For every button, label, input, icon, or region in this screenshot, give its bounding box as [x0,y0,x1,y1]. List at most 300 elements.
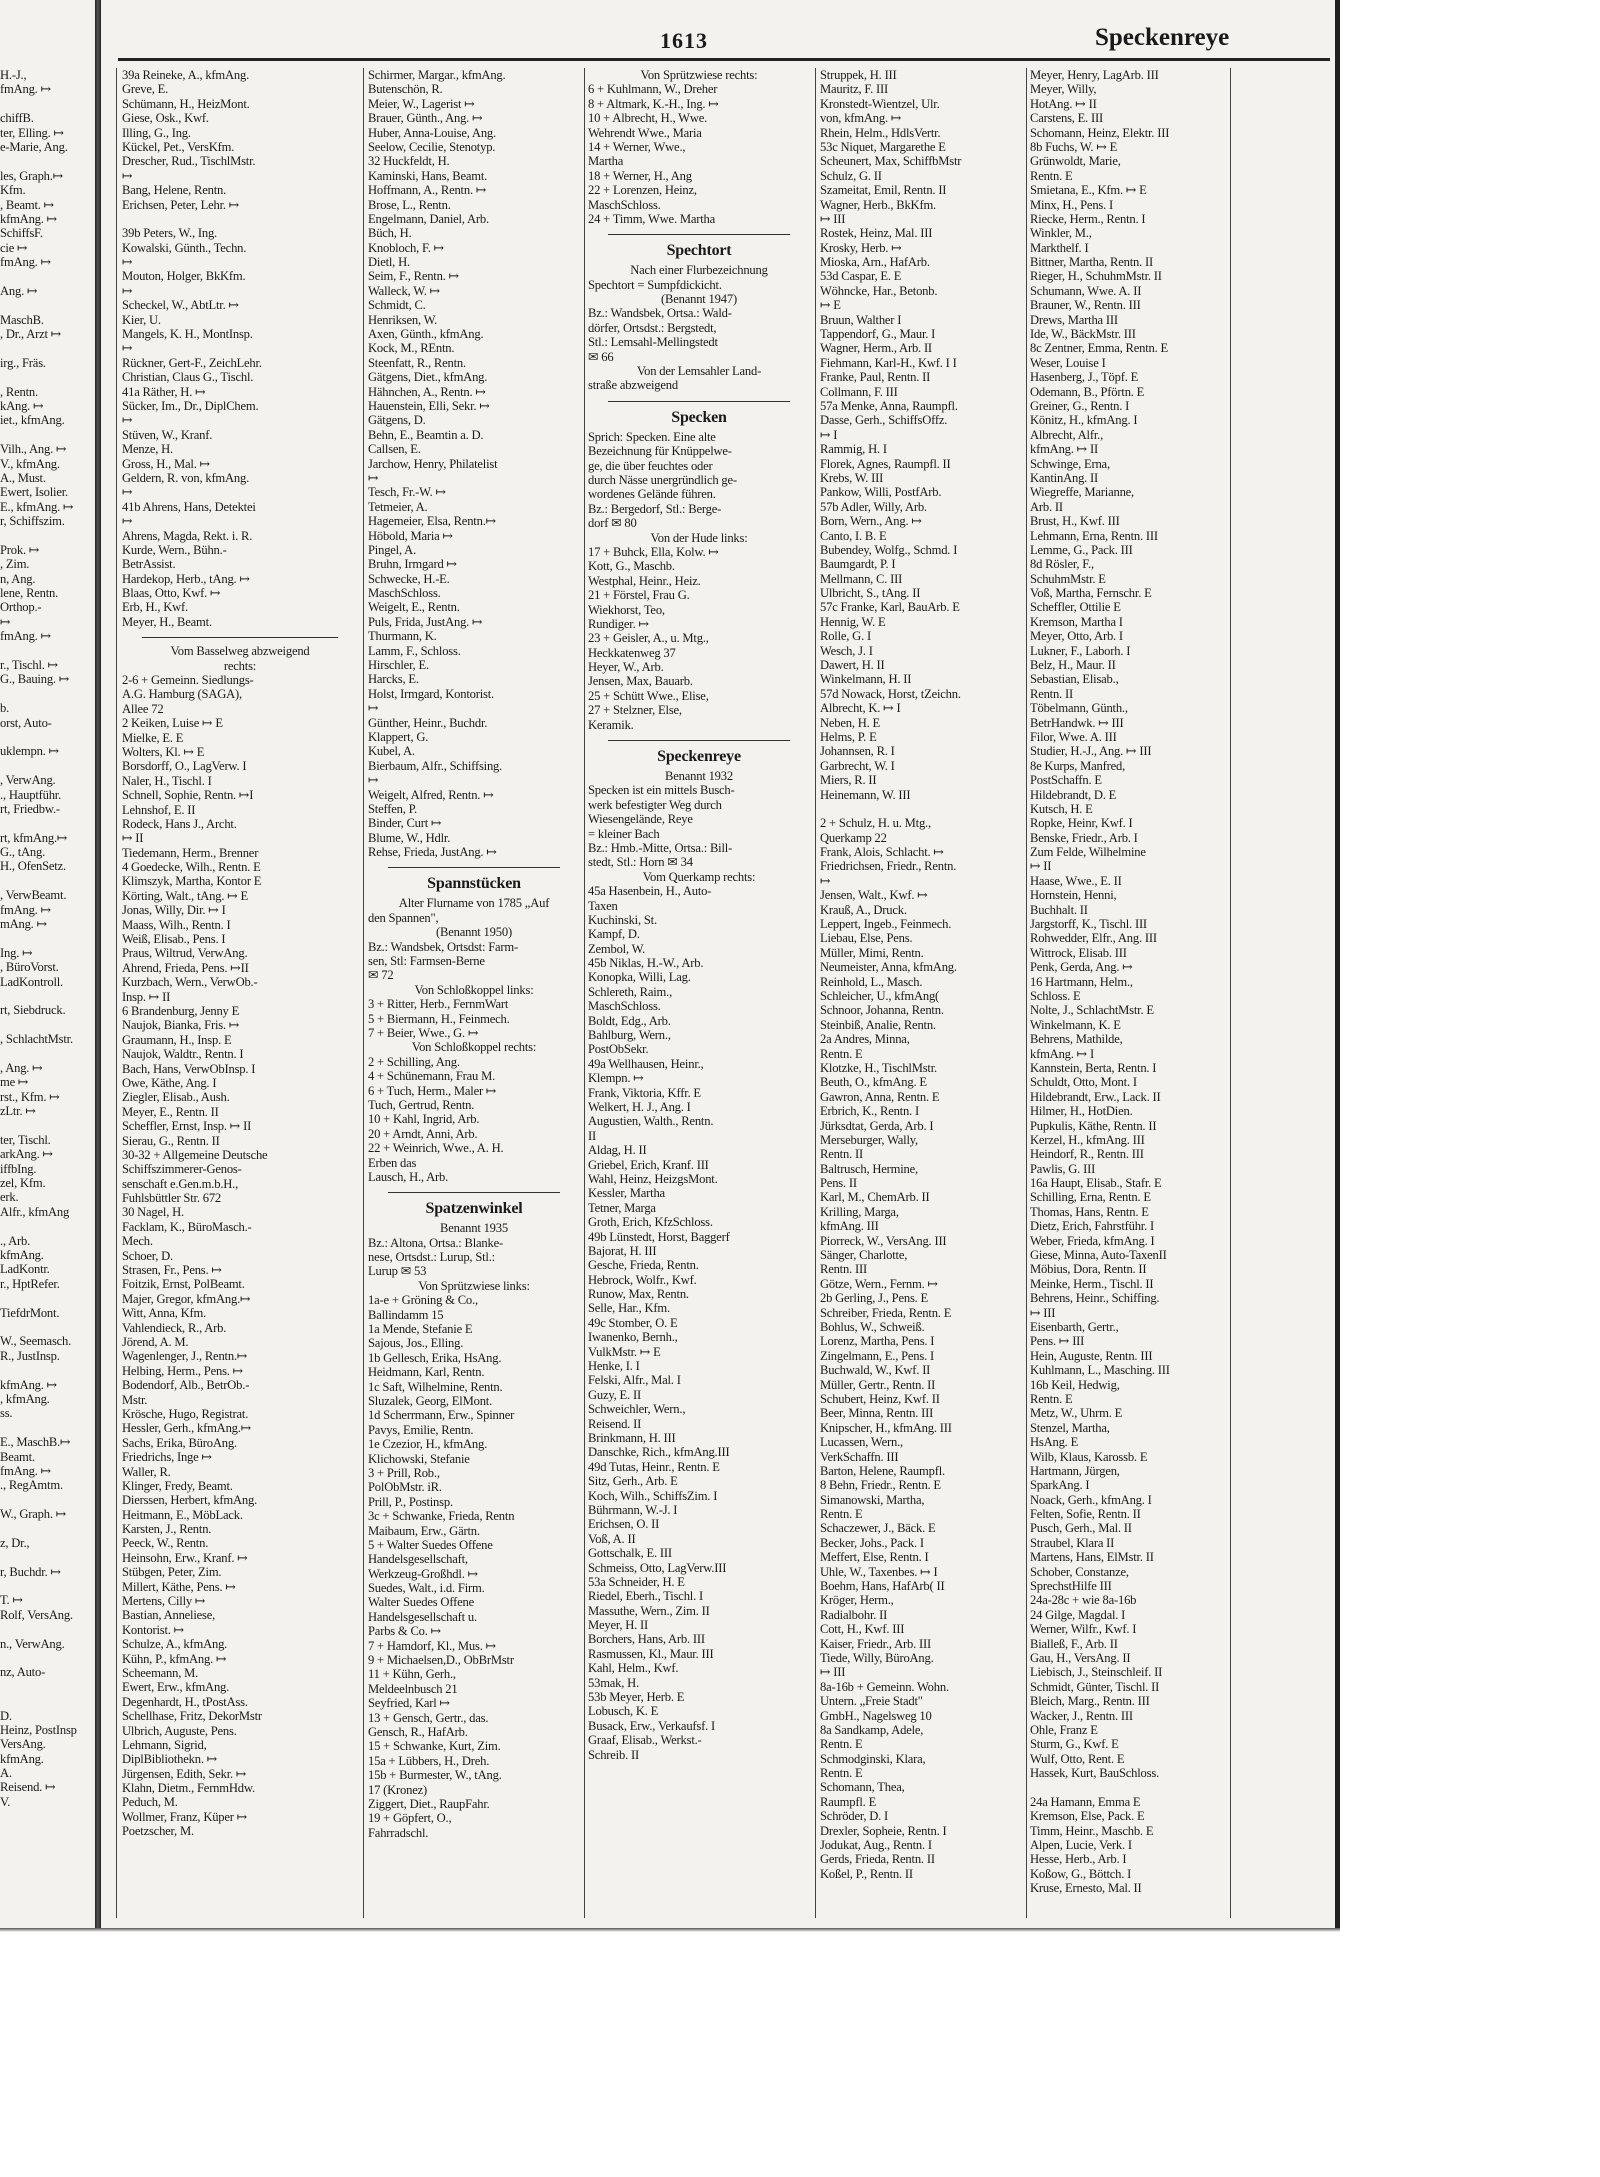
directory-entry [0,1622,92,1636]
directory-entry: Engelmann, Daniel, Arb. [368,211,489,226]
directory-entry: Rammig, H. I [820,442,887,457]
directory-entry: Schuldt, Otto, Mont. I [1030,1075,1137,1090]
directory-entry: Hebrock, Wolfr., Kwf. [588,1272,697,1287]
directory-entry: MaschSchloss. [588,197,661,212]
directory-entry: Frank, Viktoria, Kffr. E [588,1085,701,1100]
directory-entry: r, Buchdr. ↦ [0,1564,61,1579]
directory-entry: Ziegler, Elisab., Aush. [122,1090,230,1105]
directory-entry: 21 + Förstel, Frau G. [588,588,690,603]
directory-entry: Felten, Sofie, Rentn. II [1030,1507,1141,1522]
directory-entry: Collmann, F. III [820,384,898,399]
directory-entry: Holst, Irmgard, Kontorist. [368,686,494,701]
column-divider [1026,68,1027,1918]
directory-entry: Schirmer, Margar., kfmAng. [368,68,506,82]
directory-entry: Lemme, G., Pack. III [1030,542,1133,557]
directory-entry: Jürksdtat, Gerda, Arb. I [820,1118,934,1133]
directory-entry: Wahl, Heinz, HeizgsMont. [588,1171,718,1186]
directory-entry: 15a + Lübbers, H., Dreh. [368,1753,490,1768]
directory-entry: T. ↦ [0,1593,23,1608]
directory-entry: Hähnchen, A., Rentn. ↦ [368,384,486,399]
section-note: rechts: [223,658,257,673]
section-note: (Benannt 1947) [661,292,737,307]
directory-entry: Odemann, B., Pförtn. E [1030,384,1145,399]
directory-entry: ↦ [368,470,379,485]
directory-entry: Brinkmann, H. III [588,1430,676,1445]
directory-entry: Kerzel, H., kfmAng. III [1030,1132,1145,1147]
directory-entry: Giese, Minna, Auto-TaxenII [1030,1248,1167,1263]
directory-entry: Wesch, J. I [820,643,873,658]
directory-entry: Hoffmann, A., Rentn. ↦ [368,183,487,198]
directory-entry [1030,1780,1226,1794]
directory-entry: Borchers, Hans, Arb. III [588,1632,705,1647]
directory-entry: 22 + Lorenzen, Heinz, [588,183,697,198]
directory-entry: Reinhold, L., Masch. [820,974,923,989]
directory-entry: Schulz, G. II [820,168,882,183]
directory-entry: Pavys, Emilie, Rentn. [368,1422,474,1437]
directory-entry: E., kfmAng. ↦ [0,499,74,514]
directory-entry: Dietz, Erich, Fahrstführ. I [1030,1219,1154,1234]
directory-entry: Bittner, Martha, Rentn. II [1030,255,1154,270]
directory-entry: Naujok, Waldtr., Rentn. I [122,1047,244,1062]
directory-entry: ↦ [122,413,133,428]
directory-entry: Dasse, Gerh., SchiffsOffz. [820,413,948,428]
directory-entry: A. [0,1766,12,1781]
column-3 [588,68,810,1762]
directory-entry: Tetner, Marga [588,1200,656,1215]
directory-entry: 9 + Michaelsen,D., ObBrMstr [368,1653,514,1668]
directory-entry: Bruun, Walther I [820,312,902,327]
directory-entry: Schaczewer, J., Bäck. E [820,1521,936,1536]
directory-entry: Beer, Minna, Rentn. III [820,1406,934,1421]
directory-entry: Christian, Claus G., Tischl. [122,370,254,385]
directory-entry: rt, Siebdruck. [0,1003,66,1018]
directory-entry: ↦ [122,514,133,529]
directory-entry: Meyer, Willy, [1030,82,1097,97]
directory-entry: Runow, Max, Rentn. [588,1287,689,1302]
directory-entry [0,341,92,355]
directory-entry: ↦ I [820,427,838,442]
directory-entry: Rentn. III [820,1262,867,1277]
directory-entry: Behrens, Mathilde, [1030,1032,1123,1047]
directory-entry: Hartmann, Jürgen, [1030,1463,1120,1478]
directory-entry: 57b Adler, Willy, Arb. [820,499,927,514]
directory-entry: Augustien, Walth., Rentn. [588,1114,714,1129]
directory-entry: Rohwedder, Elfr., Ang. III [1030,931,1157,946]
directory-entry: Fuhlsbüttler Str. 672 [122,1191,222,1206]
directory-entry: Alfr., kfmAng [0,1204,70,1219]
directory-entry: r., Tischl. ↦ [0,658,59,673]
directory-entry: Kuchinski, St. [588,912,657,927]
directory-entry: Reisend. II [588,1416,642,1431]
directory-entry [0,1694,92,1708]
directory-entry: ↦ [368,773,379,788]
directory-entry: Zingelmann, E., Pens. I [820,1348,934,1363]
directory-entry: Pankow, Willi, PostfArb. [820,485,942,500]
directory-entry: 41a Räther, H. ↦ [122,384,206,399]
directory-entry: Jensen, Walt., Kwf. ↦ [820,888,928,903]
directory-entry: Klinger, Fredy, Beamt. [122,1478,233,1493]
directory-entry: 39a Reineke, A., kfmAng. [122,68,250,82]
directory-entry: Bz.: Wandsbek, Ortsa.: Wald- [588,306,732,321]
directory-entry: 16 Hartmann, Helm., [1030,974,1133,989]
directory-entry: b. [0,701,10,716]
directory-entry: rst., Kfm. ↦ [0,1089,60,1104]
directory-entry: 1b Gellesch, Erika, HsAng. [368,1350,502,1365]
directory-entry: Rentn. E [1030,1391,1073,1406]
directory-entry: Sachs, Erika, BüroAng. [122,1435,237,1450]
directory-entry: Erb, H., Kwf. [122,600,188,615]
directory-entry: ., Hauptführ. [0,787,62,802]
column-divider [116,68,117,1918]
directory-entry: Wiesengelände, Reye [588,812,693,827]
directory-entry: Lorenz, Martha, Pens. I [820,1334,935,1349]
directory-entry: Huber, Anna-Louise, Ang. [368,125,496,140]
directory-entry: Keramik. [588,717,634,732]
directory-entry: 17 (Kronez) [368,1782,427,1797]
directory-entry: Ziggert, Diet., RaupFahr. [368,1796,490,1811]
directory-entry: den Spannen", [368,910,439,925]
directory-entry: Bührmann, W.-J. I [588,1502,678,1517]
directory-entry: von, kfmAng. ↦ [820,111,902,126]
directory-entry: R., JustInsp. [0,1348,60,1363]
directory-entry: Taxen [588,898,618,913]
directory-entry: Gesche, Frieda, Rentn. [588,1258,699,1273]
directory-entry: 41b Ahrens, Hans, Detektei [122,499,256,514]
directory-entry: Lurup ✉ 53 [368,1264,427,1279]
directory-entry: ✉ 66 [588,349,614,364]
directory-entry: Hildebrandt, Erw., Lack. II [1030,1089,1161,1104]
directory-entry: ↦ [820,873,831,888]
directory-entry: Knobloch, F. ↦ [368,240,445,255]
directory-entry: 16b Keil, Hedwig, [1030,1377,1120,1392]
directory-entry: Wagner, Herm., Arb. II [820,341,932,356]
directory-entry [0,1320,92,1334]
directory-entry: Sprich: Specken. Eine alte [588,429,716,444]
directory-entry: KantinAng. II [1030,470,1099,485]
directory-entry: Lucassen, Wern., [820,1435,903,1450]
directory-entry: Vahlendieck, R., Arb. [122,1320,227,1335]
column-divider [815,68,816,1918]
directory-entry: Heinsohn, Erw., Kranf. ↦ [122,1550,248,1565]
directory-entry: Jensen, Max, Bauarb. [588,674,693,689]
section-rule [608,393,790,402]
directory-entry: Rückner, Gert-F., ZeichLehr. [122,355,262,370]
directory-entry: , Zim. [0,557,30,572]
directory-entry: Winkelmann, H. II [820,672,912,687]
street-heading: Spechtort [666,242,732,260]
directory-entry: Querkamp 22 [820,830,887,845]
directory-entry: Ing. ↦ [0,945,33,960]
directory-entry: Rentn. II [820,1147,863,1162]
directory-entry [0,1047,92,1061]
section-note: Von Sprützwiese links: [418,1278,530,1293]
directory-entry: Kruse, Ernesto, Mal. II [1030,1881,1142,1896]
directory-entry: Florek, Agnes, Raumpfl. II [820,456,951,471]
directory-entry: Ulbrich, Auguste, Pens. [122,1723,237,1738]
directory-entry: A.G. Hamburg (SAGA), [122,687,242,702]
directory-entry [0,931,92,945]
street-heading: Spannstücken [427,875,521,893]
directory-entry: Dietl, H. [368,255,410,270]
directory-entry: Hasenberg, J., Töpf. E [1030,370,1139,385]
directory-entry: Klahn, Dietm., FernmHdw. [122,1781,255,1796]
directory-entry: Graumann, H., Insp. E [122,1032,232,1047]
directory-entry: SprechstHilfe III [1030,1579,1112,1594]
directory-entry [0,759,92,773]
directory-entry: ge, die über feuchtes oder [588,458,713,473]
section-note: Benannt 1935 [440,1221,508,1236]
directory-entry: 15 + Schwanke, Kurt, Zim. [368,1739,501,1754]
directory-entry: Kahl, Helm., Kwf. [588,1661,679,1676]
street-heading: Speckenreye [657,748,741,766]
directory-entry: Parbs & Co. ↦ [368,1624,442,1639]
directory-entry: Martens, Hans, ElMstr. II [1030,1550,1154,1565]
directory-entry: Sturm, G., Kwf. E [1030,1737,1119,1752]
directory-entry: Kampf, D. [588,927,640,942]
directory-entry: Selle, Har., Kfm. [588,1301,670,1316]
directory-entry: Bang, Helene, Rentn. [122,183,227,198]
directory-entry: Riecke, Herm., Rentn. I [1030,211,1146,226]
directory-entry: Hirschler, E. [368,658,429,673]
directory-entry: Schmeiss, Otto, LagVerw.III [588,1560,727,1575]
directory-entry: Lehnshof, E. II [122,802,196,817]
directory-entry: Kessler, Martha [588,1186,665,1201]
directory-entry: Tetmeier, A. [368,499,428,514]
directory-entry: Metz, W., Uhrm. E [1030,1406,1123,1421]
directory-entry: 53d Caspar, E. E [820,269,902,284]
directory-entry: 8a-16b + Gemeinn. Wohn. [820,1679,949,1694]
directory-entry [0,97,92,111]
directory-entry [0,298,92,312]
directory-entry: Büch, H. [368,226,412,241]
directory-entry: Hornstein, Henni, [1030,888,1117,903]
directory-entry [0,1219,92,1233]
directory-entry: les, Graph.↦ [0,168,64,183]
directory-entry: DiplBibliothekn. ↦ [122,1752,218,1767]
directory-entry: Weigelt, Alfred, Rentn. ↦ [368,787,494,802]
directory-entry: Hagemeier, Elsa, Rentn.↦ [368,514,496,529]
directory-entry: Beuth, O., kfmAng. E [820,1075,927,1090]
directory-entry: kfmAng. ↦ [0,1377,58,1392]
directory-entry: Alpen, Lucie, Verk. I [1030,1838,1132,1853]
directory-entry: fmAng. ↦ [0,629,51,644]
directory-entry: Orthop.- [0,600,42,615]
directory-entry: Mech. [122,1234,153,1249]
directory-entry: 20 + Arndt, Anni, Arb. [368,1126,478,1141]
page-binding [95,0,101,1928]
directory-entry: Mstr. [122,1392,148,1407]
directory-entry: Gätgens, Diet., kfmAng. [368,370,488,385]
directory-entry: Heitmann, E., MöbLack. [122,1507,243,1522]
directory-entry: Busack, Erw., Verkaufsf. I [588,1718,715,1733]
directory-entry [0,1018,92,1032]
directory-entry: Szameitat, Emil, Rentn. II [820,183,947,198]
directory-entry: Schnoor, Johanna, Rentn. [820,1003,944,1018]
directory-entry: Eisenbarth, Gertr., [1030,1319,1119,1334]
directory-entry: Erben das [368,1155,417,1170]
directory-entry: Ulbricht, S., tAng. II [820,586,921,601]
directory-entry: Naujok, Bianka, Fris. ↦ [122,1018,240,1033]
directory-entry: Handelsgesellschaft u. [368,1609,477,1624]
directory-entry: , VerwBeamt. [0,888,67,903]
directory-entry: Sitz, Gerh., Arb. E [588,1474,678,1489]
directory-entry [0,1550,92,1564]
directory-entry: Winkler, M., [1030,226,1092,241]
directory-entry [0,529,92,543]
directory-entry [0,1651,92,1665]
directory-entry: zLtr. ↦ [0,1104,36,1119]
directory-entry: 24a Hamann, Emma E [1030,1794,1141,1809]
directory-entry: ↦ [0,614,11,629]
directory-entry: Iwanenko, Bernh., [588,1330,678,1345]
directory-entry: Mangels, K. H., MontInsp. [122,327,253,342]
directory-entry: mAng. ↦ [0,917,47,932]
directory-entry: 17 + Buhck, Ella, Kolw. ↦ [588,544,719,559]
directory-entry: Schulze, A., kfmAng. [122,1637,228,1652]
directory-entry: 27 + Stelzner, Else, [588,703,682,718]
directory-entry: Jarchow, Henry, Philatelist [368,456,498,471]
directory-entry: 8c Zentner, Emma, Rentn. E [1030,341,1169,356]
directory-entry: straße abzweigend [588,378,678,393]
directory-entry [0,989,92,1003]
directory-entry: , BüroVorst. [0,960,59,975]
directory-entry: PostSchaffn. E [1030,773,1102,788]
directory-entry [0,1119,92,1133]
directory-entry: Rundiger. ↦ [588,616,649,631]
directory-entry: LadKontr. [0,1262,50,1277]
directory-entry: Karsten, J., Rentn. [122,1522,212,1537]
directory-entry [0,1521,92,1535]
directory-entry: GmbH., Nagelsweg 10 [820,1708,932,1723]
directory-entry: H.-J., [0,68,27,82]
directory-entry: Franke, Paul, Rentn. II [820,370,931,385]
directory-entry: Weber, Frieda, kfmAng. I [1030,1233,1155,1248]
directory-entry: V., kfmAng. [0,456,60,471]
directory-entry: VersAng. [0,1737,46,1752]
directory-entry: Hildebrandt, D. E [1030,787,1117,802]
directory-entry: kfmAng. ↦ I [1030,1046,1094,1061]
directory-entry: fmAng. ↦ [0,255,51,270]
directory-entry: kfmAng. III [820,1219,879,1234]
directory-entry: Maibaum, Erw., Gärtn. [368,1523,480,1538]
directory-entry: n., VerwAng. [0,1636,65,1651]
directory-entry: Götze, Wern., Fernm. ↦ [820,1276,938,1291]
directory-entry: 49d Tutas, Heinr., Rentn. E [588,1459,720,1474]
section-note: Von der Hude links: [650,530,748,545]
directory-entry: Sänger, Charlotte, [820,1248,908,1263]
directory-entry: Blaas, Otto, Kwf. ↦ [122,586,221,601]
directory-entry: Kaiser, Friedr., Arb. III [820,1636,931,1651]
directory-entry: Callsen, E. [368,442,421,457]
directory-entry: 8a Sandkamp, Adele, [820,1722,924,1737]
directory-entry: Sücker, Im., Dr., DiplChem. [122,398,259,413]
directory-entry: Bodendorf, Alb., BetrOb.- [122,1378,250,1393]
directory-entry: ↦ [122,283,133,298]
directory-entry: Krauß, A., Druck. [820,902,907,917]
directory-entry: Gätgens, D. [368,413,426,428]
directory-entry: Seyfried, Karl ↦ [368,1696,450,1711]
directory-entry: Drexler, Sopheie, Rentn. I [820,1823,947,1838]
directory-entry: Zembol, W. [588,941,646,956]
section-note: Vom Basselweg abzweigend [170,644,310,659]
column-divider [584,68,585,1918]
directory-entry: Kubel, A. [368,744,415,759]
directory-entry [0,874,92,888]
directory-entry: Gau, H., VersAng. II [1030,1650,1131,1665]
directory-entry: Wiekhorst, Teo, [588,602,665,617]
directory-entry: , kfmAng. [0,1391,50,1406]
directory-entry: Noack, Gerh., kfmAng. I [1030,1492,1152,1507]
directory-entry: kAng. ↦ [0,398,44,413]
directory-entry [820,802,1022,816]
directory-entry: Welkert, H. J., Ang. I [588,1100,691,1114]
directory-entry: BetrHandwk. ↦ III [1030,715,1124,730]
directory-entry: ., RegAmtm. [0,1478,63,1493]
directory-entry: 24 Gilge, Magdal. I [1030,1607,1126,1622]
directory-entry: Felski, Alfr., Mal. I [588,1373,681,1388]
directory-entry: Baltrusch, Hermine, [820,1161,918,1176]
directory-entry: Mertens, Cilly ↦ [122,1594,206,1609]
directory-entry: 1a Mende, Stefanie E [368,1322,473,1337]
directory-entry: Schober, Constanze, [1030,1564,1129,1579]
directory-entry: Straubel, Klara II [1030,1535,1115,1550]
directory-entry: nz, Auto- [0,1665,46,1680]
directory-entry: Gross, H., Mal. ↦ [122,456,210,471]
directory-entry: erk. [0,1190,19,1205]
directory-entry: 3c + Schwanke, Frieda, Rentn [368,1509,515,1524]
column-divider [1230,68,1231,1918]
directory-entry: Rieger, H., SchuhmMstr. II [1030,269,1162,284]
directory-entry: dorf ✉ 80 [588,516,637,531]
directory-entry: , VerwAng. [0,773,56,788]
directory-entry: Schubert, Heinz, Kwf. II [820,1391,940,1406]
directory-entry: TiefdrMont. [0,1305,60,1320]
directory-entry: Jodukat, Aug., Rentn. I [820,1838,932,1853]
directory-entry: Sluzalek, Georg, ElMont. [368,1393,493,1408]
directory-entry: Simanowski, Martha, [820,1492,925,1507]
directory-entry: Erichsen, Peter, Lehr. ↦ [122,197,240,212]
directory-entry: Heinemann, W. III [820,787,911,802]
directory-entry: Rentn. E [820,1046,863,1061]
directory-entry: Heidmann, Karl, Rentn. [368,1365,485,1380]
directory-entry: Massuthe, Wern., Zim. II [588,1603,710,1618]
directory-entry: Helms, P. E [820,729,877,744]
directory-entry: Schwecke, H.-E. [368,571,450,586]
page-bottom-edge [0,1928,1340,1932]
directory-entry: ., Arb. [0,1233,31,1248]
directory-entry: Kier, U. [122,312,161,327]
directory-entry: Brust, H., Kwf. III [1030,514,1120,529]
directory-entry: Behn, E., Beamtin a. D. [368,427,484,442]
directory-entry: z, Dr., [0,1535,30,1550]
directory-entry: cie ↦ [0,240,28,255]
directory-entry: Erichsen, O. II [588,1517,660,1532]
section-note: (Benannt 1950) [436,925,512,940]
column-left-fragment [0,68,92,1809]
directory-entry: Ohle, Franz E [1030,1722,1098,1737]
directory-entry: 14 + Werner, Wwe., [588,139,686,154]
directory-entry: Scheemann, M. [122,1665,199,1680]
directory-entry: VulkMstr. ↦ E [588,1344,661,1359]
directory-entry: Lobusch, K. E [588,1704,659,1719]
directory-entry: Meyer, Henry, LagArb. III [1030,68,1159,82]
directory-entry: HsAng. E [1030,1435,1079,1450]
directory-entry [0,154,92,168]
directory-entry: Westphal, Heinr., Heiz. [588,573,701,588]
directory-entry: Meyer, H., Beamt. [122,614,212,629]
directory-entry: Klappert, G. [368,729,429,744]
section-note: Vom Querkamp rechts: [642,869,756,884]
